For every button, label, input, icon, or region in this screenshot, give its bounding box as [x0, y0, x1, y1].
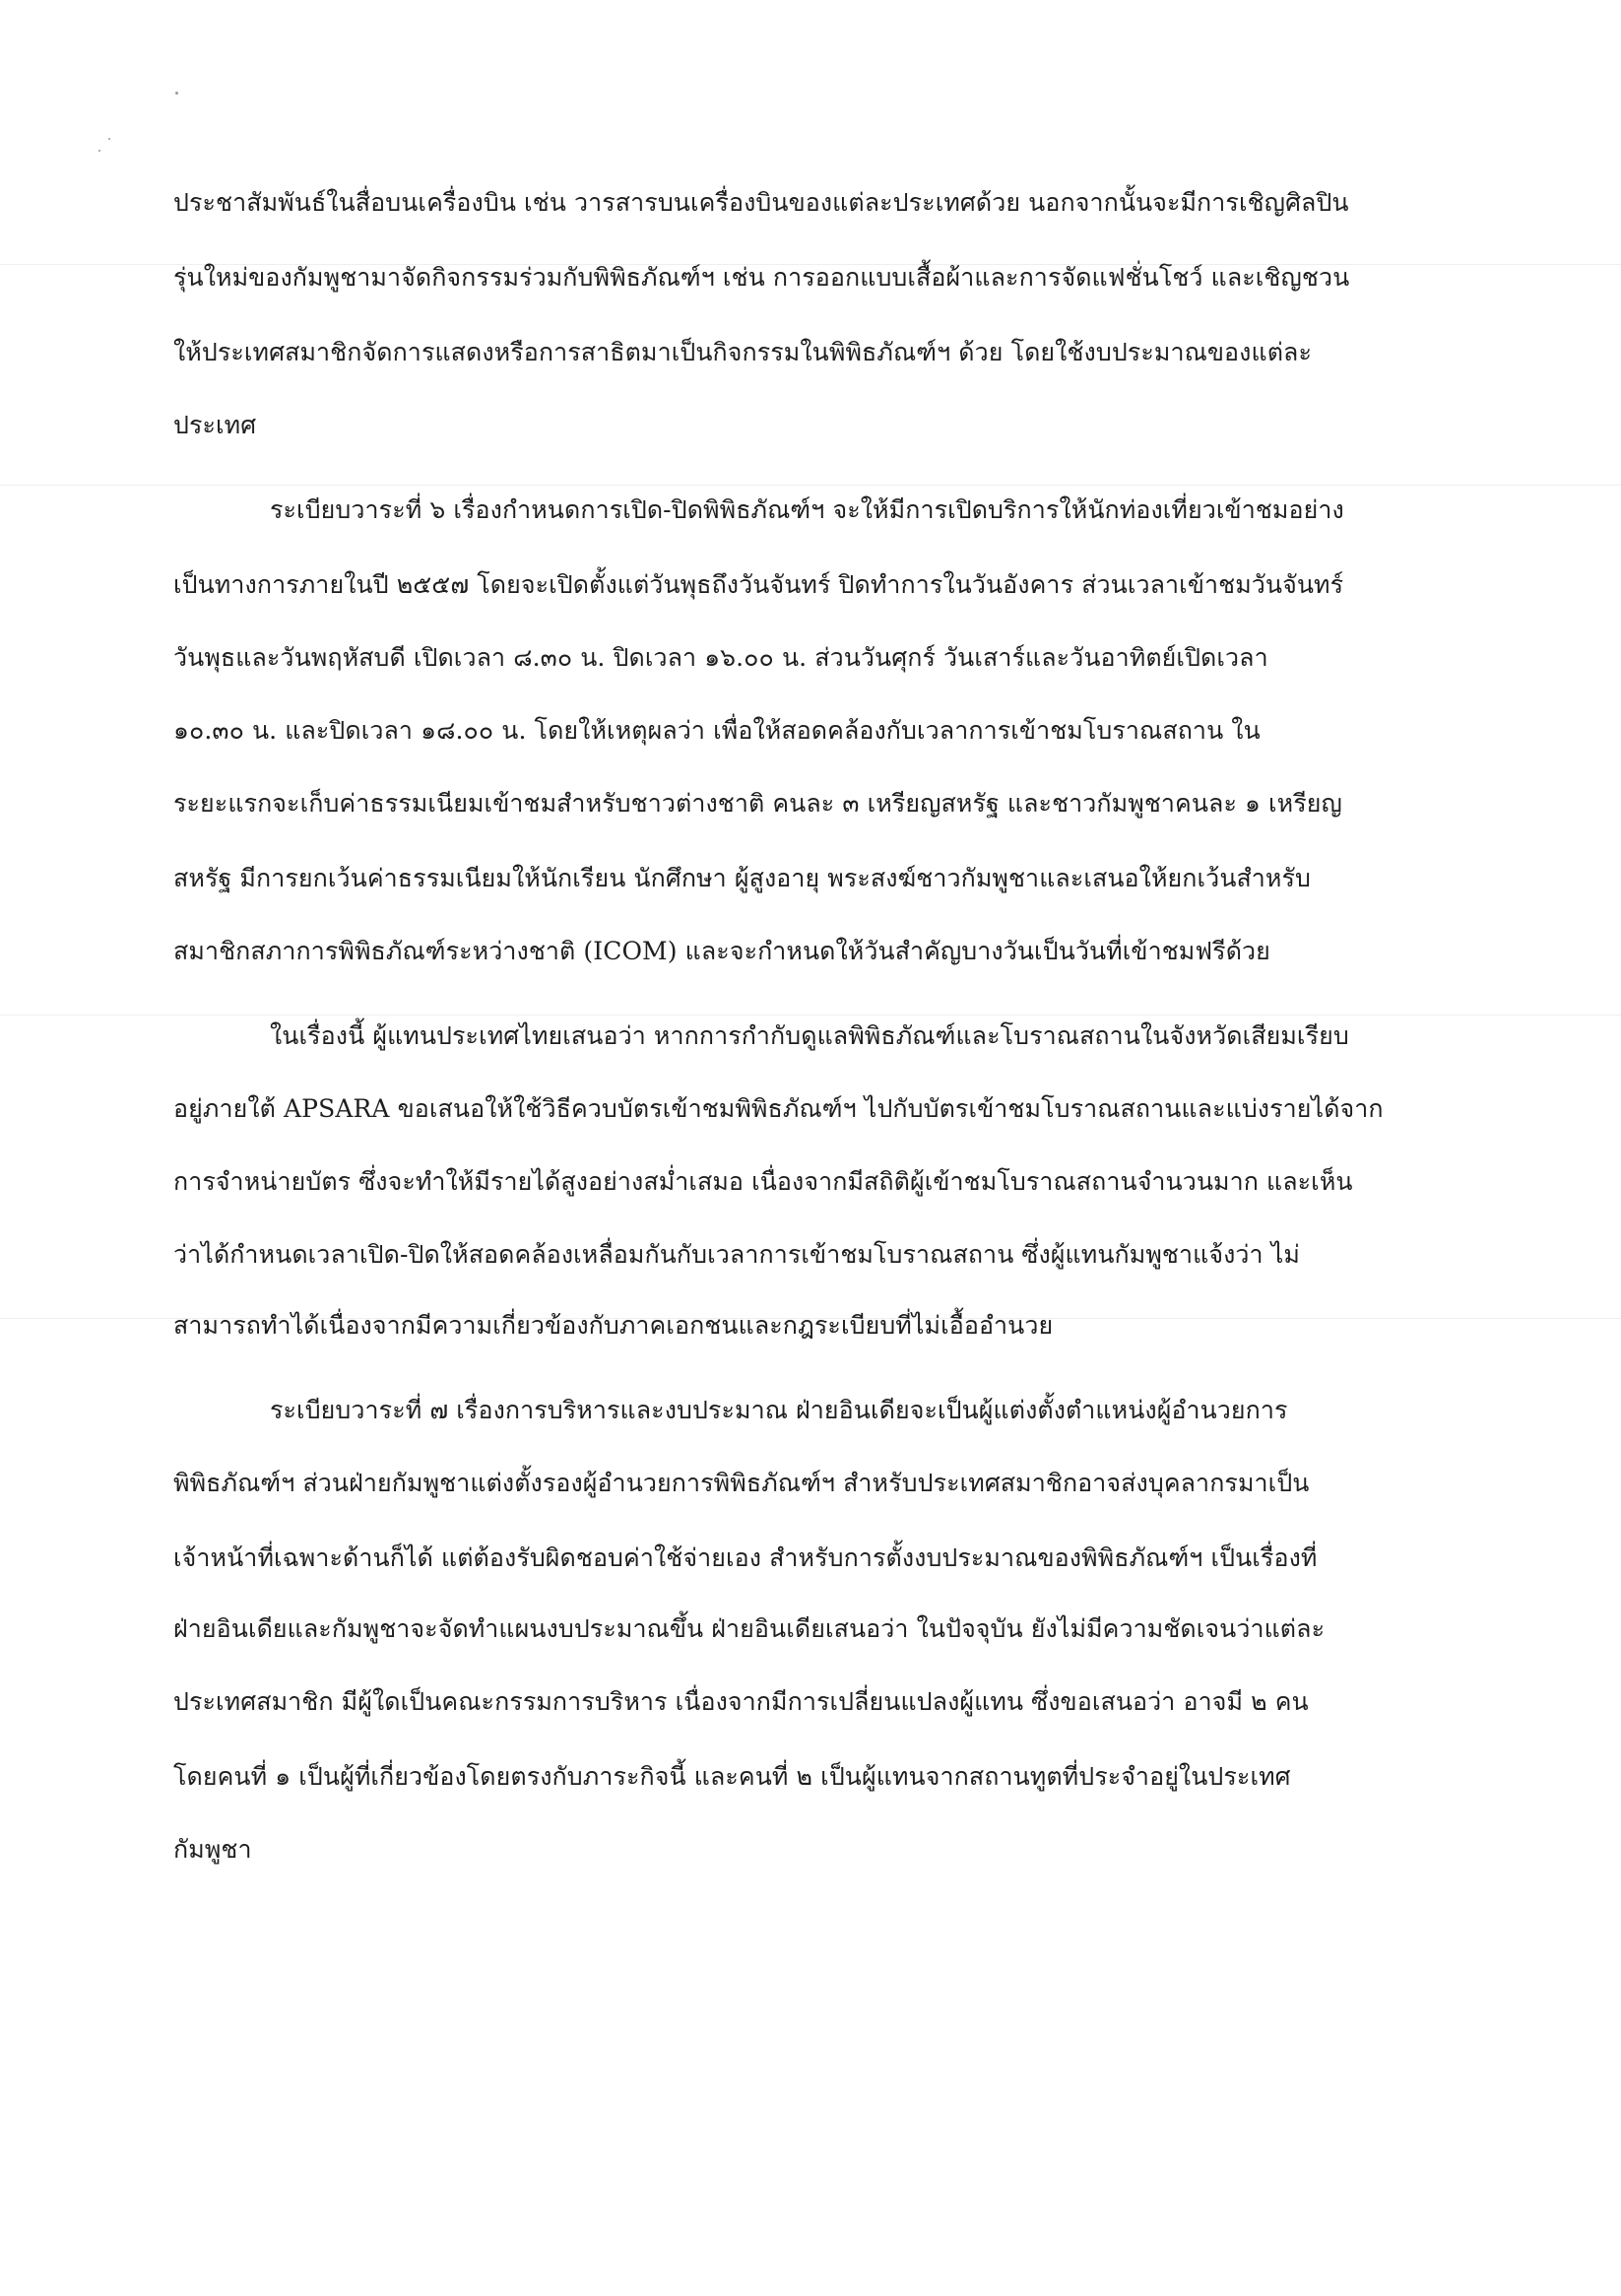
paragraph-4-line-5: ประเทศสมาชิก มีผู้ใดเป็นคณะกรรมการบริหาร เนื่องจากมีการเปลี่ยนแปลงผู้แทน ซึ่งขอเสนอว่า อาจมี ๒ คน [173, 1687, 1309, 1716]
paragraph-1-line-2: รุ่นใหม่ของกัมพูชามาจัดกิจกรรมร่วมกับพิพิธภัณฑ์ฯ เช่น การออกแบบเสื้อผ้าและการจัดแฟชั่นโชว์ และเชิญชวน [173, 263, 1350, 292]
paragraph-3-line-5: สามารถทำได้เนื่องจากมีความเกี่ยวข้องกับภาคเอกชนและกฎระเบียบที่ไม่เอื้ออำนวย [173, 1311, 1054, 1340]
paragraph-2-line-2: เป็นทางการภายในปี ๒๕๕๗ โดยจะเปิดตั้งแต่วันพุธถึงวันจันทร์ ปิดทำการในวันอังคาร ส่วนเวลาเข้าชมวันจันทร์ [173, 570, 1344, 599]
paragraph-2-line-3: วันพุธและวันพฤหัสบดี เปิดเวลา ๘.๓๐ น. ปิดเวลา ๑๖.๐๐ น. ส่วนวันศุกร์ วันเสาร์และวันอาทิตย์เปิดเวลา [173, 643, 1268, 672]
paragraph-3-line-4: ว่าได้กำหนดเวลาเปิด-ปิดให้สอดคล้องเหลื่อมกันกับเวลาการเข้าชมโบราณสถาน ซึ่งผู้แทนกัมพูชาแจ้งว่า ไม่ [173, 1240, 1300, 1269]
paragraph-4-line-3: เจ้าหน้าที่เฉพาะด้านก็ได้ แต่ต้องรับผิดชอบค่าใช้จ่ายเอง สำหรับการตั้งงบประมาณของพิพิธภัณฑ์ฯ เป็นเรื่องที่ [173, 1543, 1318, 1572]
paragraph-2-line-4: ๑๐.๓๐ น. และปิดเวลา ๑๘.๐๐ น. โดยให้เหตุผลว่า เพื่อให้สอดคล้องกับเวลาการเข้าชมโบราณสถาน ใน [173, 716, 1261, 745]
paragraph-3-line-1: ในเรื่องนี้ ผู้แทนประเทศไทยเสนอว่า หากการกำกับดูแลพิพิธภัณฑ์และโบราณสถานในจังหวัดเสียมเรียบ [270, 1021, 1349, 1050]
paragraph-1-line-4: ประเทศ [173, 411, 257, 439]
paragraph-4-line-1: ระเบียบวาระที่ ๗ เรื่องการบริหารและงบประมาณ ฝ่ายอินเดียจะเป็นผู้แต่งตั้งตำแหน่งผู้อำนวยการ [270, 1396, 1288, 1424]
paragraph-2-line-5: ระยะแรกจะเก็บค่าธรรมเนียมเข้าชมสำหรับชาวต่างชาติ คนละ ๓ เหรียญสหรัฐ และชาวกัมพูชาคนละ ๑ เหรียญ [173, 789, 1342, 818]
paragraph-1-line-1: ประชาสัมพันธ์ในสื่อบนเครื่องบิน เช่น วารสารบนเครื่องบินของแต่ละประเทศด้วย นอกจากนั้นจะมีการเชิญศิลปิน [173, 188, 1349, 217]
scan-speck [98, 150, 100, 152]
paragraph-2-line-6: สหรัฐ มีการยกเว้นค่าธรรมเนียมให้นักเรียน นักศึกษา ผู้สูงอายุ พระสงฆ์ชาวกัมพูชาและเสนอให้ยกเว้นสำหรับ [173, 864, 1311, 892]
paragraph-4-line-7: กัมพูชา [173, 1835, 252, 1864]
paragraph-2-line-7: สมาชิกสภาการพิพิธภัณฑ์ระหว่างชาติ (ICOM) และจะกำหนดให้วันสำคัญบางวันเป็นวันที่เข้าชมฟรีด้วย [173, 937, 1270, 965]
paragraph-4-line-6: โดยคนที่ ๑ เป็นผู้ที่เกี่ยวข้องโดยตรงกับภาระกิจนี้ และคนที่ ๒ เป็นผู้แทนจากสถานทูตที่ประจำอยู่ในประเทศ [173, 1762, 1291, 1791]
scan-band [0, 1015, 1621, 1016]
paragraph-2-line-1: ระเบียบวาระที่ ๖ เรื่องกำหนดการเปิด-ปิดพิพิธภัณฑ์ฯ จะให้มีการเปิดบริการให้นักท่องเที่ยวเข้าชมอย่าง [270, 495, 1344, 524]
paragraph-4-line-4: ฝ่ายอินเดียและกัมพูชาจะจัดทำแผนงบประมาณขึ้น ฝ่ายอินเดียเสนอว่า ในปัจจุบัน ยังไม่มีความชัดเจนว่าแต่ละ [173, 1614, 1326, 1643]
scan-speck [175, 92, 178, 95]
scan-speck [108, 138, 110, 140]
scan-band [0, 485, 1621, 486]
paragraph-4-line-2: พิพิธภัณฑ์ฯ ส่วนฝ่ายกัมพูชาแต่งตั้งรองผู้อำนวยการพิพิธภัณฑ์ฯ สำหรับประเทศสมาชิกอาจส่งบุคลากรมาเป็น [173, 1469, 1310, 1497]
paragraph-3-line-3: การจำหน่ายบัตร ซึ่งจะทำให้มีรายได้สูงอย่างสม่ำเสมอ เนื่องจากมีสถิติผู้เข้าชมโบราณสถานจำนวนมาก และเห็น [173, 1167, 1353, 1196]
paragraph-3-line-2: อยู่ภายใต้ APSARA ขอเสนอให้ใช้วิธีควบบัตรเข้าชมพิพิธภัณฑ์ฯ ไปกับบัตรเข้าชมโบราณสถานและแบ่งรายได้จาก [173, 1094, 1384, 1123]
paragraph-1-line-3: ให้ประเทศสมาชิกจัดการแสดงหรือการสาธิตมาเป็นกิจกรรมในพิพิธภัณฑ์ฯ ด้วย โดยใช้งบประมาณของแต่ละ [173, 338, 1312, 366]
